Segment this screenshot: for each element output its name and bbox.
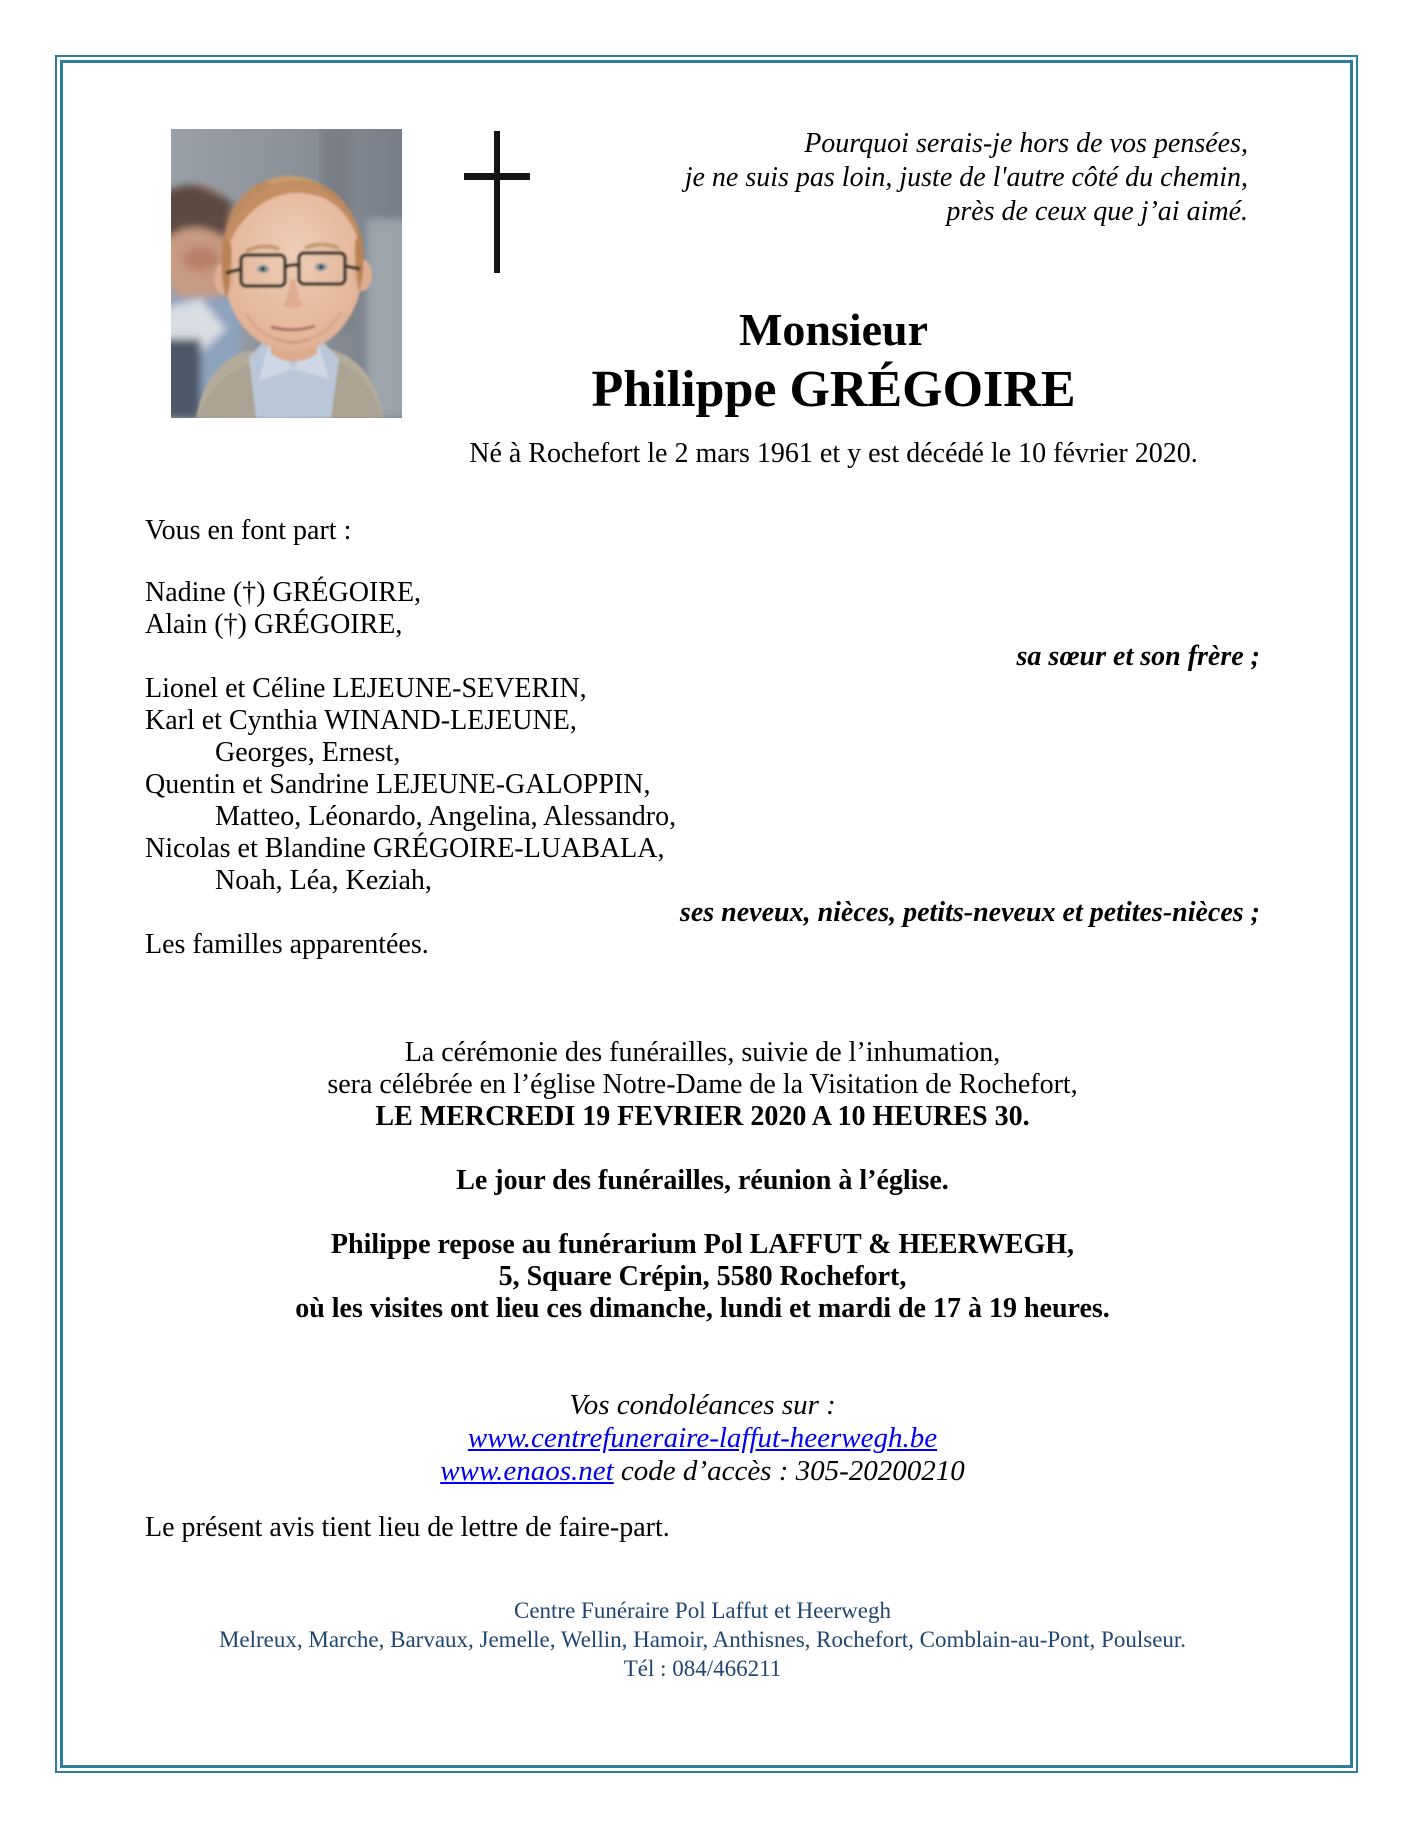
siblings-caption: sa sœur et son frère ;: [1016, 641, 1260, 672]
funeral-home-name: Centre Funéraire Pol Laffut et Heerwegh: [513, 1598, 892, 1623]
reunion-line: Le jour des funérailles, réunion à l’église.: [456, 1165, 949, 1196]
access-code-text: code d’accès : 305-20200210: [620, 1455, 965, 1487]
portrait-photo: [171, 129, 402, 418]
funerarium-line: 5, Square Crépin, 5580 Rochefort,: [498, 1261, 907, 1292]
condolences-block: [145, 1389, 1260, 1488]
relative-line: Lionel et Céline LEJEUNE-SEVERIN,: [145, 673, 587, 704]
header-section: [145, 127, 1260, 301]
announcement-intro: Vous en font part :: [145, 515, 352, 546]
portrait-photo-drawing: [171, 129, 402, 418]
deceased-civility: Monsieur: [738, 304, 929, 355]
ceremony-line: La cérémonie des funérailles, suivie de l’inhumation,: [404, 1037, 1001, 1068]
condolences-link-secondary[interactable]: www.enaos.net: [440, 1455, 614, 1487]
funeral-home-phone: Tél : 084/466211: [623, 1656, 782, 1681]
relative-line: Georges, Ernest,: [215, 737, 401, 768]
relative-line: Quentin et Sandrine LEJEUNE-GALOPPIN,: [145, 769, 651, 800]
funeral-home-locations: Melreux, Marche, Barvaux, Jemelle, Wellin, Hamoir, Anthisnes, Rochefort, Comblain-au-Pont, Poulseur.: [218, 1627, 1187, 1652]
sibling-line: Nadine (†) GRÉGOIRE,: [145, 577, 422, 608]
quote-line: je ne suis pas loin, juste de l'autre côté du chemin,: [684, 162, 1248, 193]
funerarium-line: où les visites ont lieu ces dimanche, lundi et mardi de 17 à 19 heures.: [295, 1293, 1110, 1324]
relative-line: Noah, Léa, Keziah,: [215, 865, 432, 896]
funeral-home-footer: [145, 1596, 1260, 1683]
sibling-line: Alain (†) GRÉGOIRE,: [145, 609, 403, 640]
ceremony-line: sera célébrée en l’église Notre-Dame de la Visitation de Rochefort,: [327, 1069, 1078, 1100]
relative-line: Nicolas et Blandine GRÉGOIRE-LUABALA,: [145, 833, 665, 864]
page-border-outer: [55, 55, 1358, 1773]
relatives-caption: ses neveux, nièces, petits-neveux et petites-nièces ;: [679, 897, 1260, 928]
notice-line: Le présent avis tient lieu de lettre de faire-part.: [145, 1512, 670, 1543]
relative-line: Karl et Cynthia WINAND-LEJEUNE,: [145, 705, 577, 736]
page-border-inner: [60, 60, 1353, 1768]
condolences-intro: Vos condoléances sur :: [569, 1389, 836, 1421]
funerarium-line: Philippe repose au funérarium Pol LAFFUT & HEERWEGH,: [330, 1229, 1075, 1260]
funerarium-block: [145, 1229, 1260, 1325]
relative-line: Matteo, Léonardo, Angelina, Alessandro,: [215, 801, 677, 832]
deceased-title-block: [407, 301, 1260, 471]
page-content: [63, 63, 1350, 1765]
quote-line: près de ceux que j’ai aimé.: [946, 196, 1248, 227]
quote-line: Pourquoi serais-je hors de vos pensées,: [804, 128, 1248, 159]
ceremony-date-line: LE MERCREDI 19 FEVRIER 2020 A 10 HEURES 30.: [375, 1101, 1030, 1132]
ceremony-block: [145, 1037, 1260, 1133]
families-line: Les familles apparentées.: [145, 929, 429, 960]
cross-icon: [464, 131, 530, 273]
family-list: [145, 577, 1260, 961]
life-dates-line: Né à Rochefort le 2 mars 1961 et y est décédé le 10 février 2020.: [469, 438, 1198, 469]
condolences-link-primary[interactable]: www.centrefuneraire-laffut-heerwegh.be: [467, 1422, 938, 1454]
deceased-name: Philippe GRÉGOIRE: [591, 361, 1076, 418]
